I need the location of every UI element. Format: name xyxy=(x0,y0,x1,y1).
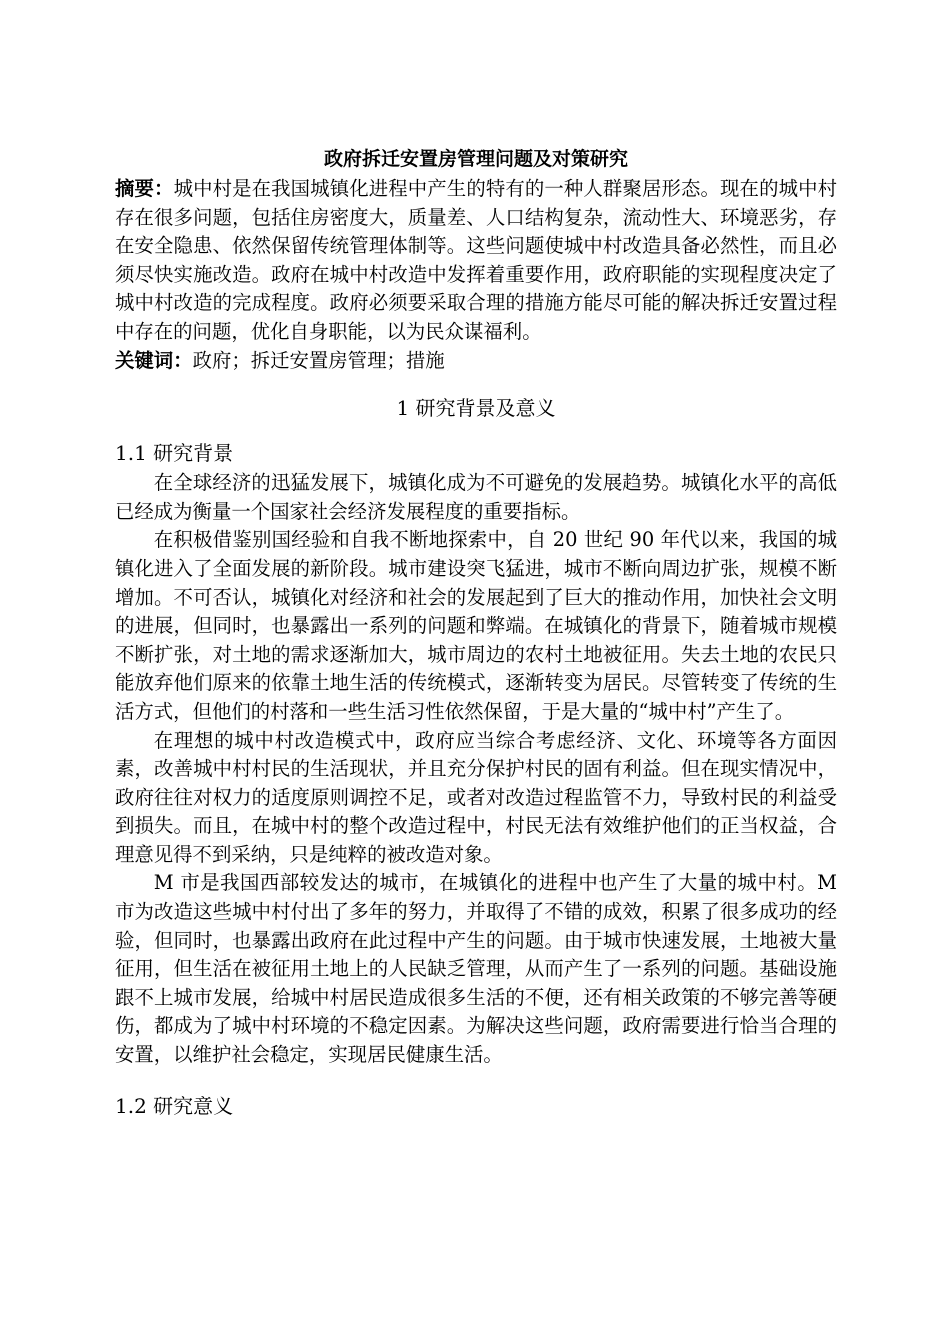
document-title: 政府拆迁安置房管理问题及对策研究 xyxy=(323,148,628,170)
body-paragraph-2: 在积极借鉴别国经验和自我不断地探索中，自 20 世纪 90 年代以来，我国的城镇化进入了全面发展的新阶段。城市建设突飞猛进，城市不断向周边扩张，规模不断增加。不可否认，城镇化对经济和社会的发展起到了巨大的推动作用，加快社会文明的进展，但同时，也暴露出一系列的问题和弊端。在城镇化的背景下，随着城市规模不断扩张，对土地的需求逐渐加大，城市周边的农村土地被征用。失去土地的农民只能放弃他们原来的依靠土地生活的传统模式，逐渐转变为居民。尽管转变了传统的生活方式，但他们的村落和一些生活习性依然保留，于是大量的“城中村”产生了。 xyxy=(115,528,837,723)
abstract-text: 城中村是在我国城镇化进程中产生的特有的一种人群聚居形态。现在的城中村存在很多问题，包括住房密度大，质量差、人口结构复杂，流动性大、环境恶劣，存在安全隐患、依然保留传统管理体制等。这些问题使城中村改造具备必然性，而且必须尽快实施改造。政府在城中村改造中发挥着重要作用，政府职能的实现程度决定了城中村改造的完成程度。政府必须要采取合理的措施方能尽可能的解决拆迁安置过程中存在的问题，优化自身职能，以为民众谋福利。 xyxy=(115,177,838,343)
abstract-paragraph xyxy=(115,175,837,347)
section-1-heading: 1 研究背景及意义 xyxy=(396,396,556,421)
section-1-1-heading: 1.1 研究背景 xyxy=(115,441,234,466)
keywords-label: 关键词： xyxy=(115,348,193,372)
body-paragraph-1: 在全球经济的迅猛发展下，城镇化成为不可避免的发展趋势。城镇化水平的高低已经成为衡量一个国家社会经济发展程度的重要指标。 xyxy=(115,471,837,523)
body-paragraph-3: 在理想的城中村改造模式中，政府应当综合考虑经济、文化、环境等各方面因素，改善城中村村民的生活现状，并且充分保护村民的固有利益。但在现实情况中，政府往往对权力的适度原则调控不足，或者对改造过程监管不力，导致村民的利益受到损失。而且，在城中村的整个改造过程中，村民无法有效维护他们的正当权益，合理意见得不到采纳，只是纯粹的被改造对象。 xyxy=(115,728,837,866)
keywords-paragraph xyxy=(115,347,837,376)
section-1-2-heading: 1.2 研究意义 xyxy=(115,1093,234,1118)
keywords-text: 政府；拆迁安置房管理；措施 xyxy=(192,348,445,372)
body-paragraph-4: M 市是我国西部较发达的城市，在城镇化的进程中也产生了大量的城中村。M 市为改造这些城中村付出了多年的努力，并取得了不错的成效，积累了很多成功的经验，但同时，也暴露出政府在此过程中产生的问题。由于城市快速发展，土地被大量征用，但生活在被征用土地上的人民缺乏管理，从而产生了一系列的问题。基础设施跟不上城市发展，给城中村居民造成很多生活的不便，还有相关政策的不够完善等硬伤，都成为了城中村环境的不稳定因素。为解决这些问题，政府需要进行恰当合理的安置，以维护社会稳定，实现居民健康生活。 xyxy=(115,871,837,1067)
document-page xyxy=(115,143,837,1122)
abstract-label: 摘要： xyxy=(115,177,174,200)
